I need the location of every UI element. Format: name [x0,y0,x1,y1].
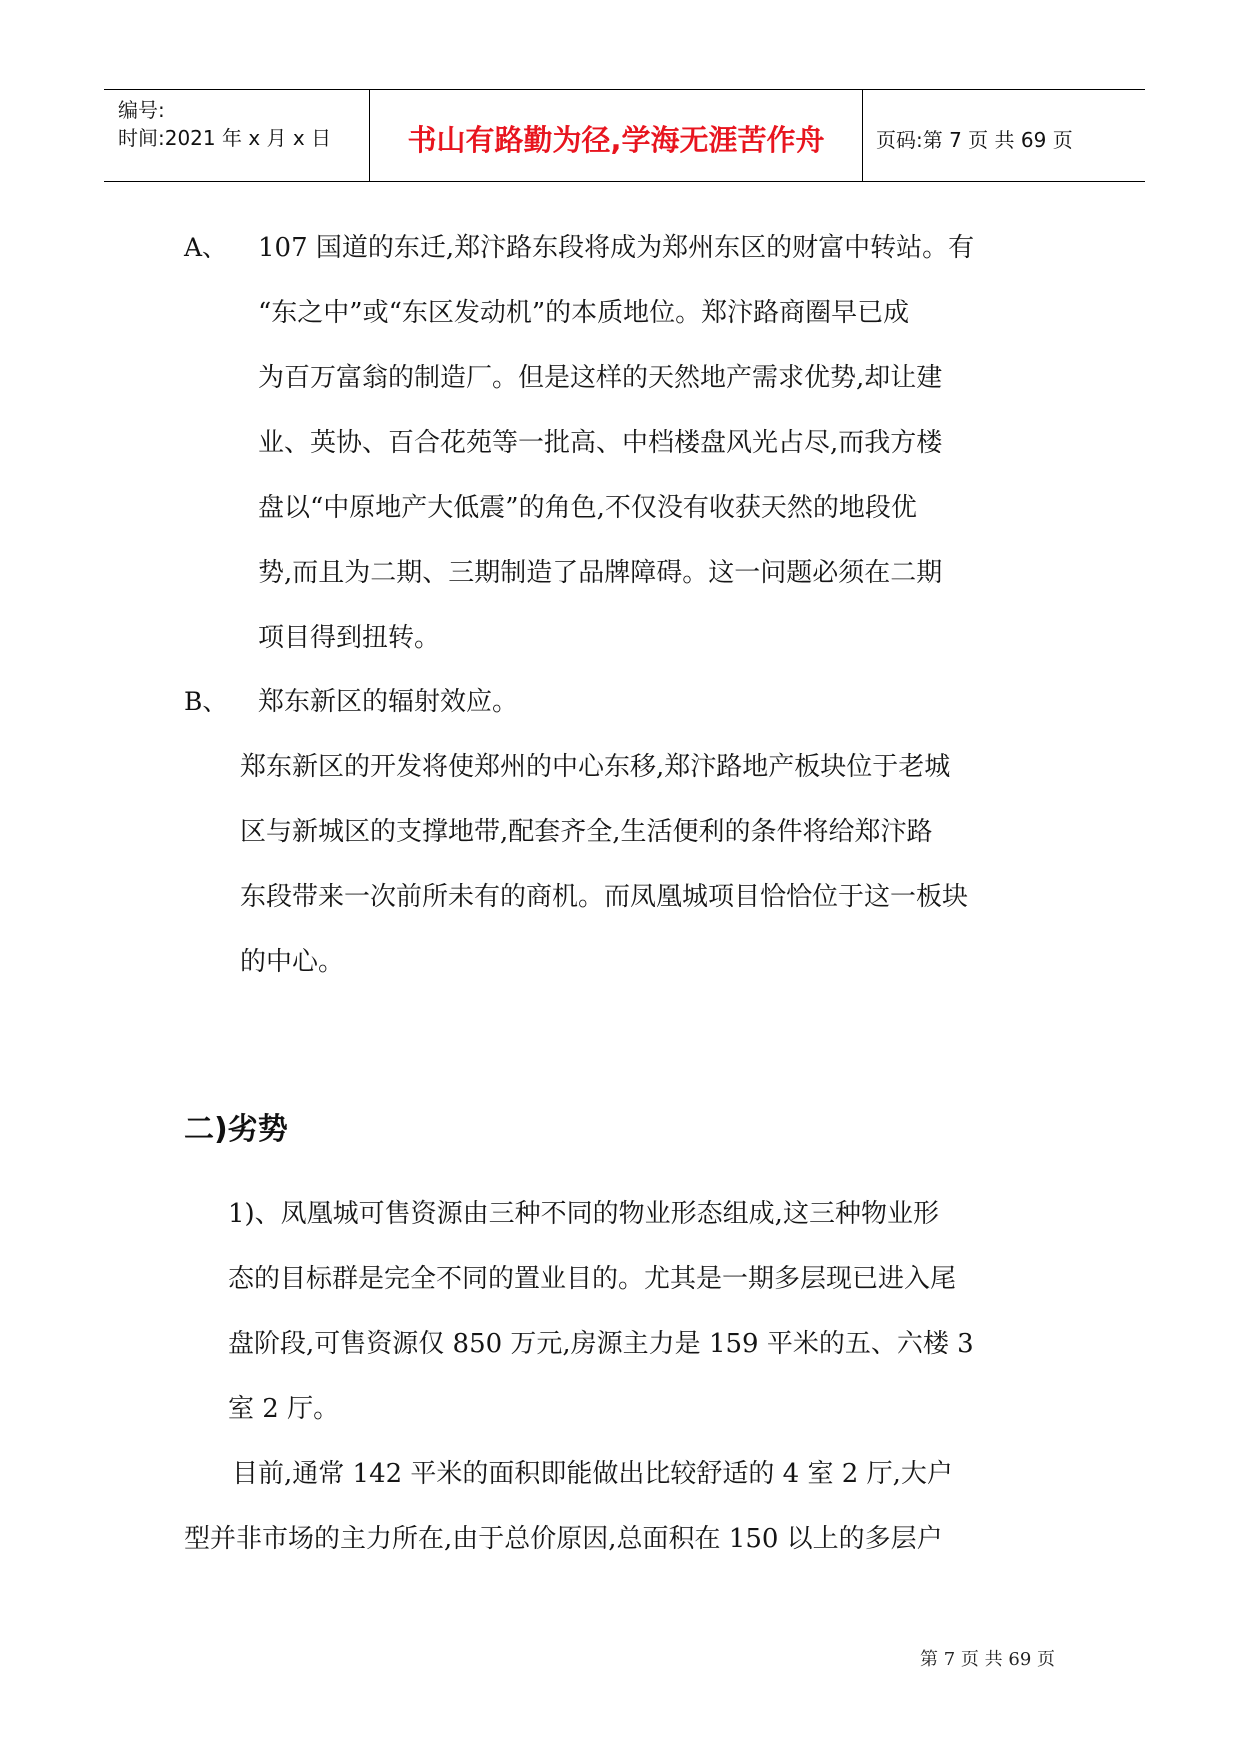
paragraph-line: 盘阶段,可售资源仅 850 万元,房源主力是 159 平米的五、六楼 3 [228,1329,974,1359]
item-a-marker: A、 [184,233,228,262]
item-a-line: 势,而且为二期、三期制造了品牌障碍。这一问题必须在二期 [258,558,943,588]
item-b-marker: B、 [184,687,228,716]
time-label: 时间:2021 年 x 月 x 日 [118,126,332,150]
item-b-title: 郑东新区的辐射效应。 [258,687,519,717]
paragraph-line: 室 2 厅。 [228,1394,340,1424]
page-code: 页码:第 7 页 共 69 页 [876,128,1073,152]
header-meta-cell [104,90,369,181]
motto: 书山有路勤为径,学海无涯苦作舟 [407,123,825,157]
paragraph-line: 型并非市场的主力所在,由于总价原因,总面积在 150 以上的多层户 [184,1524,943,1554]
item-a-line: 盘以“中原地产大低震”的角色,不仅没有收获天然的地段优 [258,493,917,523]
number-label: 编号: [118,98,165,122]
item-a-line: 项目得到扭转。 [258,623,441,653]
paragraph-line: 1)、凤凰城可售资源由三种不同的物业形态组成,这三种物业形 [228,1199,939,1229]
item-b-line: 区与新城区的支撑地带,配套齐全,生活便利的条件将给郑汴路 [240,817,933,847]
item-a-line: 为百万富翁的制造厂。但是这样的天然地产需求优势,却让建 [258,363,943,393]
item-a-line: 业、英协、百合花苑等一批高、中档楼盘风光占尽,而我方楼 [258,428,943,458]
page-footer: 第 7 页 共 69 页 [920,1649,1055,1670]
section-heading: 二)劣势 [184,1112,288,1147]
page-header [104,89,1145,182]
item-b-line: 郑东新区的开发将使郑州的中心东移,郑汴路地产板块位于老城 [240,752,951,782]
item-a-line: “东之中”或“东区发动机”的本质地位。郑汴路商圈早已成 [258,298,910,328]
item-b-line: 的中心。 [240,947,345,977]
item-b-line: 东段带来一次前所未有的商机。而凤凰城项目恰恰位于这一板块 [240,882,969,912]
item-a-line: 107 国道的东迁,郑汴路东段将成为郑州东区的财富中转站。有 [258,233,975,263]
paragraph-line: 态的目标群是完全不同的置业目的。尤其是一期多层现已进入尾 [228,1264,957,1294]
header-motto-cell [369,90,863,181]
paragraph-line: 目前,通常 142 平米的面积即能做出比较舒适的 4 室 2 厅,大户 [232,1459,953,1489]
header-page-cell [863,90,1145,181]
